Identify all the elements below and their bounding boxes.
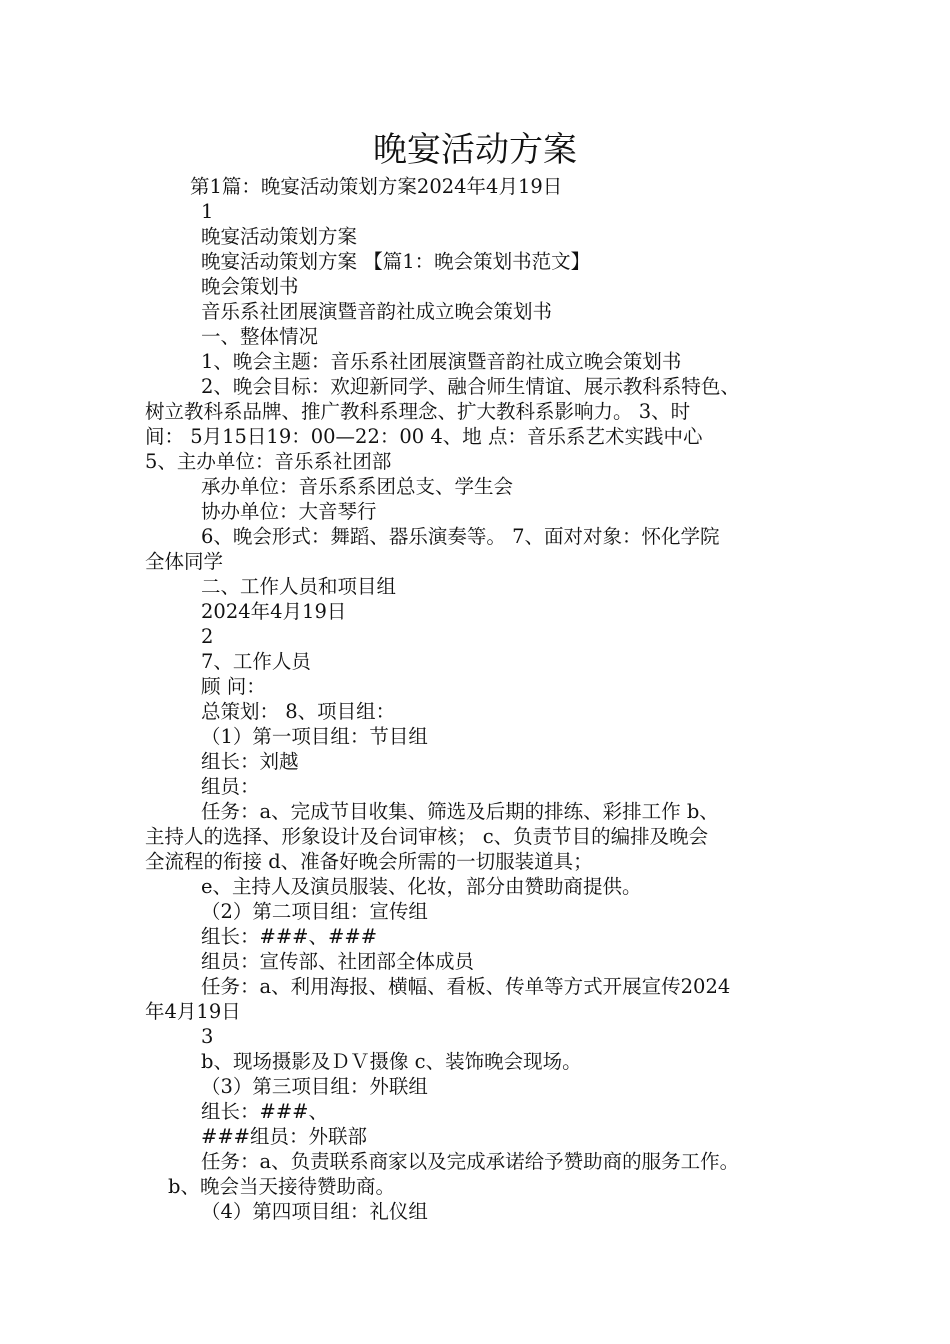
text-line: 全流程的衔接 d、准备好晚会所需的一切服装道具； xyxy=(145,850,593,873)
text-line: 2024年4月19日 xyxy=(201,600,347,623)
text-line: 组长：刘越 xyxy=(201,750,299,773)
text-line: e、主持人及演员服装、化妆，部分由赞助商提供。 xyxy=(201,875,642,898)
text-line: （1）第一项目组：节目组 xyxy=(201,725,428,748)
text-line: 1 xyxy=(201,200,214,223)
text-line: 晚宴活动策划方案 xyxy=(201,225,358,248)
text-line: 协办单位：大音琴行 xyxy=(201,500,377,523)
text-line: （4）第四项目组：礼仪组 xyxy=(201,1200,428,1223)
text-line: 一、整体情况 xyxy=(201,325,319,348)
text-line: 年4月19日 xyxy=(145,1000,241,1023)
text-line: （3）第三项目组：外联组 xyxy=(201,1075,428,1098)
text-line: 7、工作人员 xyxy=(201,650,311,673)
text-line: 任务：a、完成节目收集、筛选及后期的排练、彩排工作 b、 xyxy=(201,800,719,823)
text-line: 总策划： 8、项目组： xyxy=(201,700,396,723)
text-line: ###组员：外联部 xyxy=(201,1125,368,1148)
text-line: 第1篇：晚宴活动策划方案2024年4月19日 xyxy=(190,175,563,198)
text-line: 组员： xyxy=(201,775,260,798)
text-line: （2）第二项目组：宣传组 xyxy=(201,900,428,923)
text-line: 组员：宣传部、社团部全体成员 xyxy=(201,950,475,973)
text-line: 全体同学 xyxy=(145,550,224,573)
text-line: 音乐系社团展演暨音韵社成立晚会策划书 xyxy=(201,300,553,323)
text-line: 组长：###、 xyxy=(201,1100,329,1123)
document-body xyxy=(0,174,950,1224)
text-line: 3 xyxy=(201,1025,214,1048)
text-line: 晚会策划书 xyxy=(201,275,299,298)
text-line: 2、晚会目标：欢迎新同学、融合师生情谊、展示教科系特色、 xyxy=(201,375,740,398)
text-line: 晚宴活动策划方案 【篇1：晚会策划书范文】 xyxy=(201,250,591,273)
text-line: 树立教科系品牌、推广教科系理念、扩大教科系影响力。 3、时 xyxy=(145,400,691,423)
text-line: 任务：a、利用海报、横幅、看板、传单等方式开展宣传2024 xyxy=(201,975,731,998)
text-line: 1、晚会主题：音乐系社团展演暨音韵社成立晚会策划书 xyxy=(201,350,682,373)
text-line: 间： 5月15日19：00—22：00 4、地 点：音乐系艺术实践中心 xyxy=(145,425,703,448)
text-line: 二、工作人员和项目组 xyxy=(201,575,397,598)
text-line: 组长：###、### xyxy=(201,925,378,948)
text-line: 5、主办单位：音乐系社团部 xyxy=(145,450,392,473)
text-line: b、现场摄影及ＤＶ摄像 c、装饰晚会现场。 xyxy=(201,1050,582,1073)
text-line: 6、晚会形式：舞蹈、器乐演奏等。 7、面对对象：怀化学院 xyxy=(201,525,720,548)
text-line: 任务：a、负责联系商家以及完成承诺给予赞助商的服务工作。 xyxy=(201,1150,740,1173)
text-line: 2 xyxy=(201,625,214,648)
text-line: b、晚会当天接待赞助商。 xyxy=(168,1175,395,1198)
text-line: 承办单位：音乐系系团总支、学生会 xyxy=(201,475,514,498)
text-line: 顾 问： xyxy=(201,675,266,698)
document-title: 晚宴活动方案 xyxy=(373,130,577,170)
text-line: 主持人的选择、形象设计及台词审核； c、负责节目的编排及晚会 xyxy=(145,825,709,848)
